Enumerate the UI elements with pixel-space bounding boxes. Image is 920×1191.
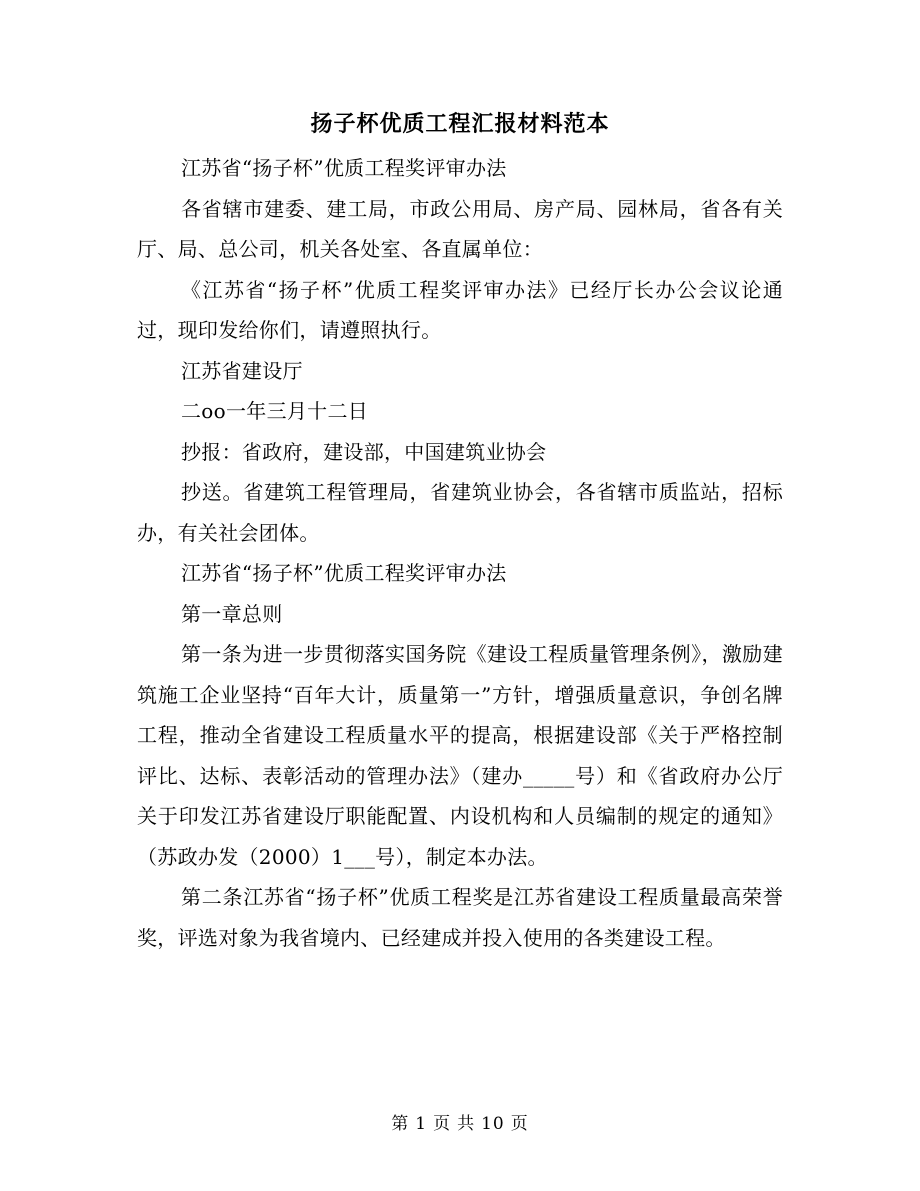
paragraph-article-2: 第二条江苏省“扬子杯”优质工程奖是江苏省建设工程质量最高荣誉奖，评选对象为我省境内、已经建成并投入使用的各类建设工程。 xyxy=(137,885,783,950)
footer-total-pages: 10 xyxy=(481,1114,505,1134)
document-body xyxy=(137,148,783,958)
paragraph-date: 二oo一年三月十二日 xyxy=(181,399,369,423)
footer-page-word: 页 xyxy=(433,1114,452,1134)
footer-prefix: 第 xyxy=(391,1114,410,1134)
paragraph-chapter-heading: 第一章总则 xyxy=(181,601,283,626)
paragraph-cc-send: 抄送。省建筑工程管理局，省建筑业协会，各省辖市质监站，招标办，有关社会团体。 xyxy=(137,480,783,545)
paragraph-issuer: 江苏省建设厅 xyxy=(181,358,303,383)
page-footer xyxy=(0,1109,920,1139)
footer-suffix: 页 xyxy=(510,1114,529,1134)
document-title: 扬子杯优质工程汇报材料范本 xyxy=(310,111,610,137)
paragraph-article-1: 第一条为进一步贯彻落实国务院《建设工程质量管理条例》，激励建筑施工企业坚持“百年大计，质量第一”方针，增强质量意识，争创名牌工程，推动全省建设工程质量水平的提高，根据建设部《关于严格控制评比、达标、表彰活动的管理办法》（建办_____号）和《省政府办公厅关于印发江苏省建设厅职能配置、内设机构和人员编制的规定的通知》（苏政办发（2000）1___号），制定本办法。 xyxy=(137,642,783,869)
paragraph-cc-report: 抄报：省政府，建设部，中国建筑业协会 xyxy=(181,439,547,464)
footer-total-word: 共 xyxy=(457,1114,476,1134)
footer-page-number: 1 xyxy=(415,1114,428,1134)
paragraph-notice: 《江苏省“扬子杯”优质工程奖评审办法》已经厅长办公会议论通过，现印发给你们，请遵照执行。 xyxy=(137,277,783,342)
paragraph-rule-title-repeat: 江苏省“扬子杯”优质工程奖评审办法 xyxy=(181,561,507,585)
paragraph-recipients: 各省辖市建委、建工局，市政公用局、房产局、园林局，省各有关厅、局、总公司，机关各处室、各直属单位： xyxy=(137,196,783,261)
paragraph-rule-title: 江苏省“扬子杯”优质工程奖评审办法 xyxy=(181,156,507,180)
